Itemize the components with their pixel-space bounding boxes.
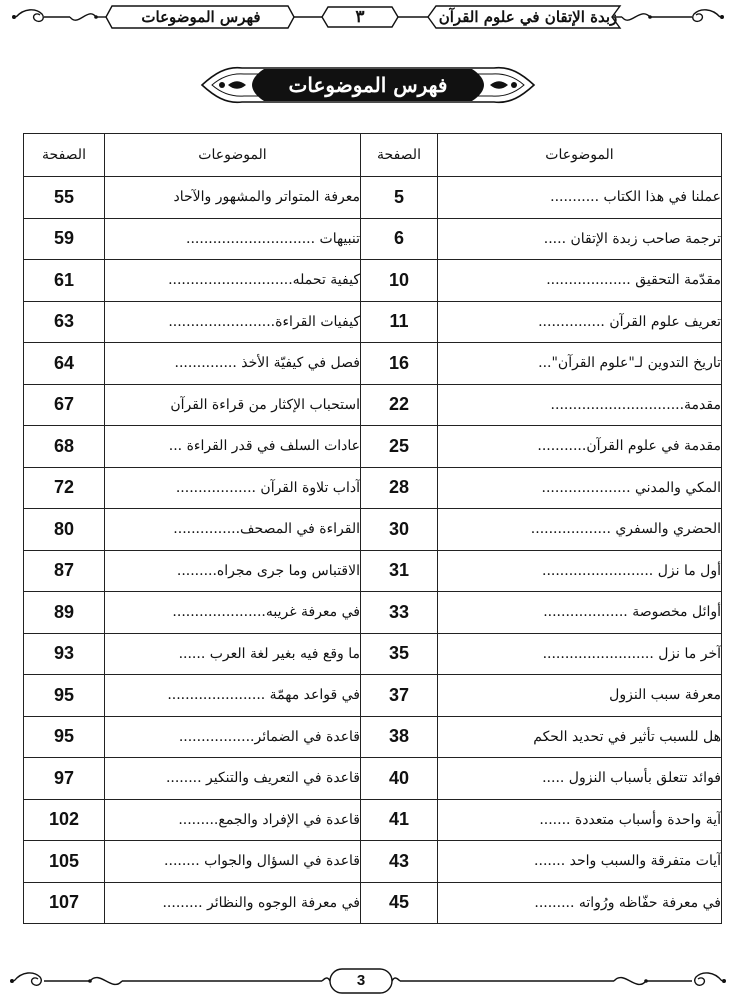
header-book-title: زبدة الإتقان في علوم القرآن	[438, 8, 618, 26]
entry-topic-left: في معرفة غريبه.....................	[105, 592, 361, 634]
table-row	[24, 177, 722, 219]
entry-page-right: 43	[361, 841, 438, 883]
entry-page-left: 102	[24, 799, 105, 841]
table-row	[24, 716, 722, 758]
table-row	[24, 509, 722, 551]
contents-table	[23, 133, 722, 924]
table-row	[24, 467, 722, 509]
entry-page-right: 22	[361, 384, 438, 426]
entry-page-right: 30	[361, 509, 438, 551]
table-row	[24, 675, 722, 717]
entry-topic-left: معرفة المتواتر والمشهور والآحاد	[105, 177, 361, 219]
entry-topic-left: تنبيهات .............................	[105, 218, 361, 260]
entry-page-left: 68	[24, 426, 105, 468]
entry-topic-right: في معرفة حفّاظه ورُواته .........	[438, 882, 722, 924]
entry-page-left: 105	[24, 841, 105, 883]
entry-page-left: 63	[24, 301, 105, 343]
entry-page-right: 6	[361, 218, 438, 260]
entry-topic-left: كيفية تحمله............................	[105, 260, 361, 302]
entry-page-right: 5	[361, 177, 438, 219]
table-row	[24, 550, 722, 592]
header-topic-right: الموضوعات	[438, 134, 722, 177]
entry-topic-left: في معرفة الوجوه والنظائر .........	[105, 882, 361, 924]
table-row	[24, 592, 722, 634]
page-title: فهرس الموضوعات	[288, 73, 448, 97]
header-page-number: ٣	[355, 7, 365, 27]
table-row	[24, 218, 722, 260]
header-section-title: فهرس الموضوعات	[141, 8, 261, 26]
entry-topic-right: فوائد تتعلق بأسباب النزول .....	[438, 758, 722, 800]
entry-page-left: 72	[24, 467, 105, 509]
entry-topic-left: عادات السلف في قدر القراءة ...	[105, 426, 361, 468]
entry-page-right: 16	[361, 343, 438, 385]
entry-topic-left: الاقتباس وما جرى مجراه.........	[105, 550, 361, 592]
entry-topic-right: المكي والمدني ....................	[438, 467, 722, 509]
entry-topic-right: مقدمة..............................	[438, 384, 722, 426]
entry-topic-right: الحضري والسفري ..................	[438, 509, 722, 551]
entry-page-left: 80	[24, 509, 105, 551]
entry-topic-right: أول ما نزل .........................	[438, 550, 722, 592]
running-footer	[0, 963, 736, 1000]
entry-page-left: 95	[24, 675, 105, 717]
entry-page-right: 40	[361, 758, 438, 800]
entry-page-left: 87	[24, 550, 105, 592]
entry-topic-left: استحباب الإكثار من قراءة القرآن	[105, 384, 361, 426]
table-row	[24, 384, 722, 426]
header-page-right: الصفحة	[361, 134, 438, 177]
entry-topic-left: فصل في كيفيّة الأخذ ..............	[105, 343, 361, 385]
entry-topic-left: قاعدة في السؤال والجواب ........	[105, 841, 361, 883]
table-row	[24, 799, 722, 841]
entry-topic-right: عملنا في هذا الكتاب ...........	[438, 177, 722, 219]
entry-topic-right: مقدّمة التحقيق ...................	[438, 260, 722, 302]
entry-topic-left: آداب تلاوة القرآن ..................	[105, 467, 361, 509]
entry-page-left: 55	[24, 177, 105, 219]
entry-topic-right: هل للسبب تأثير في تحديد الحكم	[438, 716, 722, 758]
table-row	[24, 841, 722, 883]
entry-topic-right: آية واحدة وأسباب متعددة .......	[438, 799, 722, 841]
table-body	[24, 177, 722, 924]
entry-page-right: 28	[361, 467, 438, 509]
title-plaque	[198, 60, 538, 110]
entry-topic-left: قاعدة في الإفراد والجمع.........	[105, 799, 361, 841]
entry-page-left: 93	[24, 633, 105, 675]
entry-page-right: 25	[361, 426, 438, 468]
entry-topic-right: تعريف علوم القرآن ...............	[438, 301, 722, 343]
entry-topic-right: أوائل مخصوصة ...................	[438, 592, 722, 634]
running-header	[0, 0, 736, 34]
entry-page-left: 61	[24, 260, 105, 302]
entry-page-right: 45	[361, 882, 438, 924]
table-row	[24, 426, 722, 468]
entry-page-left: 89	[24, 592, 105, 634]
entry-page-left: 67	[24, 384, 105, 426]
entry-page-right: 35	[361, 633, 438, 675]
entry-page-right: 38	[361, 716, 438, 758]
entry-topic-right: تاريخ التدوين لـ"علوم القرآن"...	[438, 343, 722, 385]
entry-topic-left: القراءة في المصحف...............	[105, 509, 361, 551]
table-header-row	[24, 134, 722, 177]
entry-page-left: 95	[24, 716, 105, 758]
entry-topic-right: معرفة سبب النزول	[438, 675, 722, 717]
entry-page-right: 10	[361, 260, 438, 302]
entry-page-left: 97	[24, 758, 105, 800]
entry-page-left: 107	[24, 882, 105, 924]
table-row	[24, 633, 722, 675]
entry-page-right: 33	[361, 592, 438, 634]
entry-page-right: 41	[361, 799, 438, 841]
entry-topic-right: ترجمة صاحب زبدة الإتقان .....	[438, 218, 722, 260]
entry-page-right: 31	[361, 550, 438, 592]
table-row	[24, 882, 722, 924]
entry-topic-right: آخر ما نزل .........................	[438, 633, 722, 675]
entry-page-right: 37	[361, 675, 438, 717]
entry-topic-right: مقدمة في علوم القرآن...........	[438, 426, 722, 468]
entry-page-right: 11	[361, 301, 438, 343]
footer-page-number: 3	[356, 972, 366, 989]
entry-topic-left: في قواعد مهمّة ......................	[105, 675, 361, 717]
entry-topic-right: آيات متفرقة والسبب واحد .......	[438, 841, 722, 883]
entry-topic-left: ما وقع فيه بغير لغة العرب ......	[105, 633, 361, 675]
table-row	[24, 343, 722, 385]
table-row	[24, 758, 722, 800]
header-page-left: الصفحة	[24, 134, 105, 177]
entry-page-left: 64	[24, 343, 105, 385]
entry-topic-left: قاعدة في التعريف والتنكير ........	[105, 758, 361, 800]
table-row	[24, 260, 722, 302]
entry-page-left: 59	[24, 218, 105, 260]
header-topic-left: الموضوعات	[105, 134, 361, 177]
table-row	[24, 301, 722, 343]
entry-topic-left: قاعدة في الضمائر.................	[105, 716, 361, 758]
entry-topic-left: كيفيات القراءة........................	[105, 301, 361, 343]
